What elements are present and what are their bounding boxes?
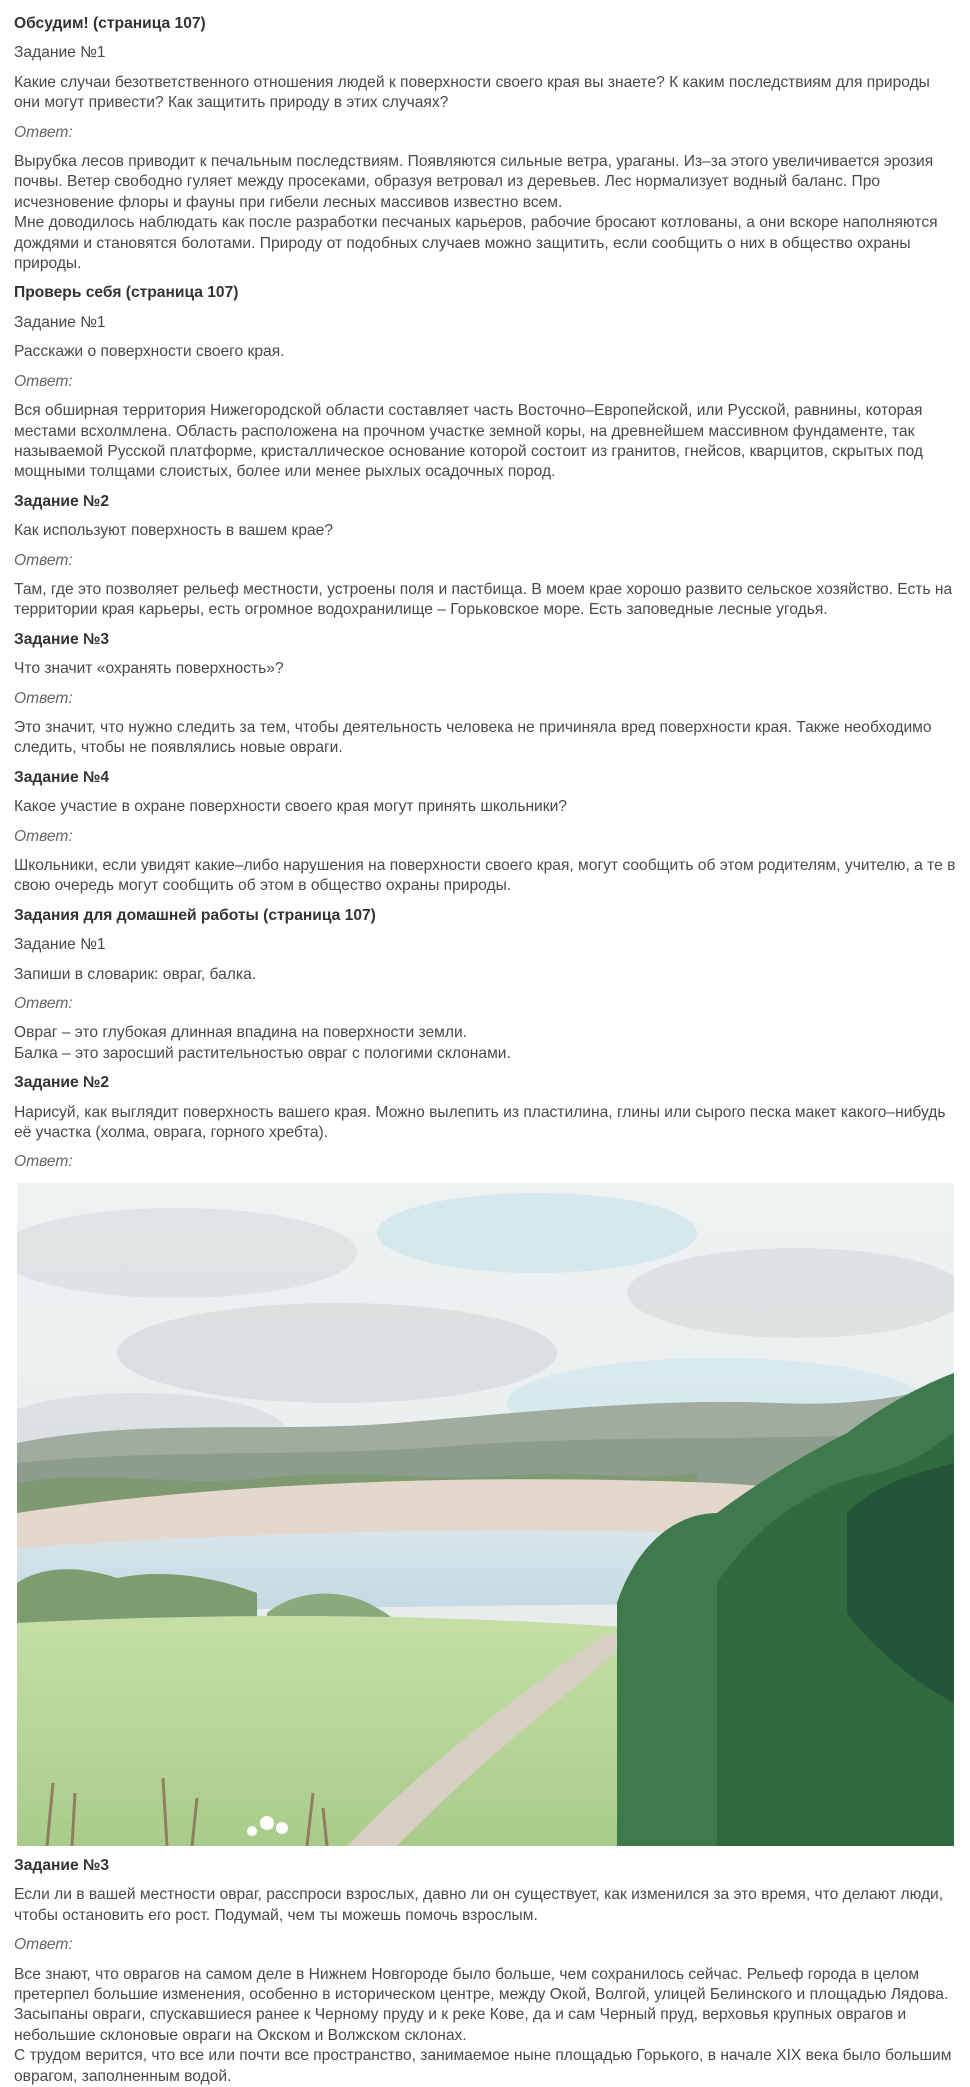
task-label: Задание №1	[14, 313, 106, 331]
section-heading-check: Проверь себя (страница 107)	[14, 284, 239, 302]
task-question: Какие случаи безответственного отношения людей к поверхности своего края вы знаете? К каким последствиям для природы они могут привести? Как защитить природу в этих случаях?	[14, 73, 930, 112]
answer-label: Ответ:	[14, 372, 73, 390]
task-question: Запиши в словарик: овраг, балка.	[14, 965, 257, 983]
task-question: Что значит «охранять поверхность»?	[14, 660, 284, 678]
task-question: Какое участие в охране поверхности своего края могут принять школьники?	[14, 798, 567, 816]
section-heading-discuss: Обсудим! (страница 107)	[14, 15, 206, 32]
answer-label: Ответ:	[14, 995, 73, 1013]
answer-label: Ответ:	[14, 551, 73, 569]
answer-label: Ответ:	[14, 123, 73, 141]
answer-text: Вся обширная территория Нижегородской области составляет часть Восточно–Европейской, или Русской, равнины, которая местами всхолмлена. Область расположена на прочном участке земной коры, на древнейшем массивном фундаменте, так называемой Русской платформе, кристаллическое основание которой состоит из гранитов, гнейсов, кварцитов, скрытых под мощными толщами слоистых, более или менее рыхлых осадочных пород.	[14, 402, 924, 481]
answer-label: Ответ:	[14, 1936, 73, 1954]
task-label-bold: Задание №4	[14, 768, 110, 786]
task-label-bold: Задание №2	[14, 492, 110, 510]
answer-text: Там, где это позволяет рельеф местности, устроены поля и пастбища. В моем крае хорошо развито сельское хозяйство. Есть на территории края карьеры, есть огромное водохранилище – Горьковское море. Есть заповедные лесные угодья.	[14, 580, 953, 619]
task-label-bold: Задание №2	[14, 1074, 110, 1092]
task-question: Нарисуй, как выглядит поверхность вашего края. Можно вылепить из пластилина, глины или сырого песка макет какого–нибудь её участка (холма, оврага, горного хребта).	[14, 1103, 946, 1142]
answer-text: Овраг – это глубокая длинная впадина на поверхности земли. Балка – это заросший растительностью овраг с пологими склонами.	[14, 1024, 511, 1062]
landscape-drawing-icon	[17, 1183, 954, 1846]
answer-text: Это значит, что нужно следить за тем, чтобы деятельность человека не причиняла вред поверхности края. Также необходимо следить, чтобы не появлялись новые овраги.	[14, 718, 932, 757]
task-label: Задание №1	[14, 44, 106, 62]
answer-text: Вырубка лесов приводит к печальным последствиям. Появляются сильные ветра, ураганы. Из–за этого увеличивается эрозия почвы. Ветер свободно гуляет между просеками, образуя ветровал из деревьев. Лес нормализует водный баланс. Про исчезновение флоры и фауны при гибели лесных массивов известно всем. Мне доводилось наблюдать как после разработки песчаных карьеров, рабочие бросают котлованы, а они вскоре наполняются дождями и становятся болотами. Природу от подобных случаев можно защитить, если сообщить о них в общество охраны природы.	[14, 153, 938, 273]
answer-text: Все знают, что оврагов на самом деле в Нижнем Новгороде было больше, чем сохранилось сейчас. Рельеф города в целом претерпел большие изменения, особенно в историческом центре, между Окой, Волгой, улицей Белинского и площадью Лядова. Засыпаны овраги, спускавшиеся ранее к Черному пруду и к реке Кове, да и сам Черный пруд, верховья крупных оврагов и небольшие склоновые овраги на Окском и Волжском склонах. С трудом верится, что все или почти все пространство, занимаемое ныне площадью Горького, в начале XIX века было большим оврагом, заполненным водой.	[14, 1965, 952, 2085]
section-heading-homework: Задания для домашней работы (страница 107)	[14, 906, 376, 924]
task-label-bold: Задание №3	[14, 1856, 110, 1874]
task-question: Как используют поверхность в вашем крае?	[14, 522, 334, 540]
answer-label: Ответ:	[14, 1153, 73, 1171]
answer-text: Школьники, если увидят какие–либо нарушения на поверхности своего края, могут сообщить об этом родителям, учителю, а те в свою очередь могут сообщить об этом в общество охраны природы.	[14, 857, 956, 895]
task-question: Если ли в вашей местности овраг, расспроси взрослых, давно ли он существует, как изменился за это время, что делают люди, чтобы остановить его рост. Подумай, чем ты можешь помочь взрослым.	[14, 1886, 944, 1924]
answer-label: Ответ:	[14, 689, 73, 707]
task-label-bold: Задание №3	[14, 630, 110, 648]
answer-label: Ответ:	[14, 827, 73, 845]
task-label: Задание №1	[14, 936, 106, 954]
task-question: Расскажи о поверхности своего края.	[14, 343, 285, 361]
